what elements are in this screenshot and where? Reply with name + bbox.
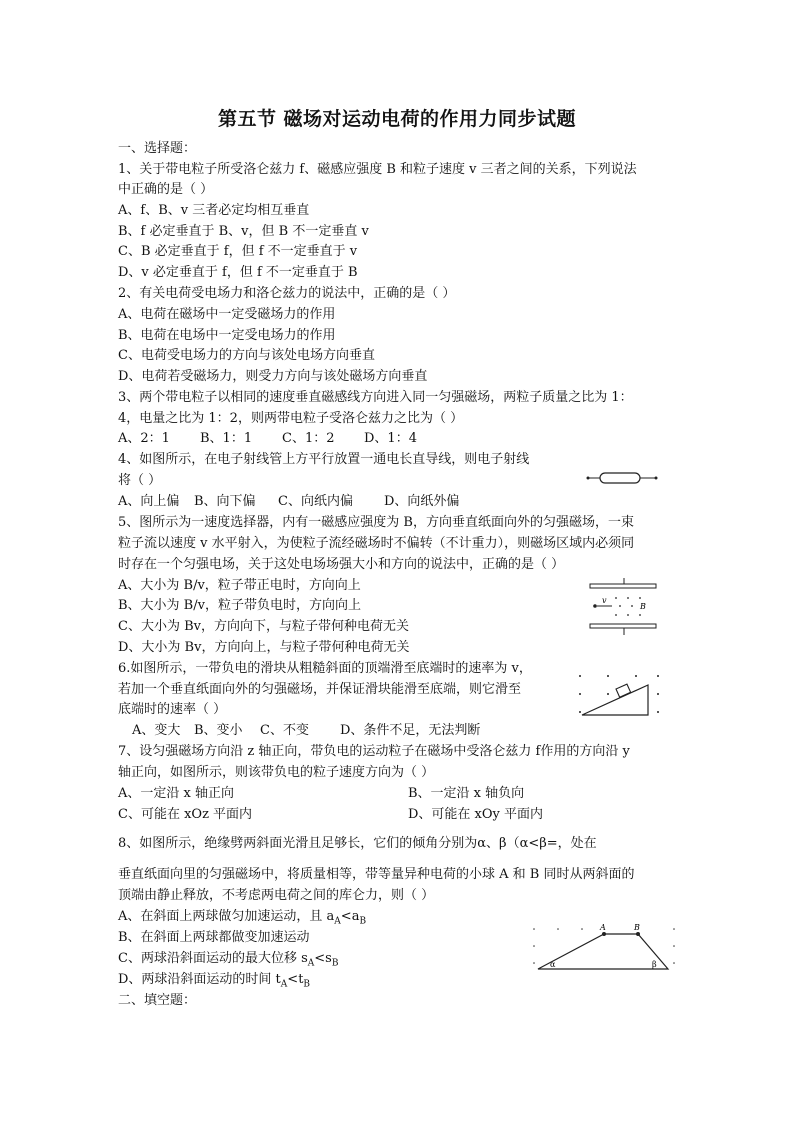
q7-option-a: A、一定沿 x 轴正向: [118, 786, 234, 801]
q2-option-a: A、电荷在磁场中一定受磁场力的作用: [118, 307, 336, 322]
q4-fig-terminal: [655, 477, 658, 480]
q3-options: [118, 431, 417, 447]
q5-option-a: A、大小为 B/v，粒子带正电时，方向向上: [118, 578, 361, 593]
q7-options-row1: [118, 786, 524, 802]
q6-stem: 底端时的速率（ ）: [118, 702, 227, 717]
q3-option-d: D、1：4: [364, 431, 417, 446]
q3-option-c: C、1：2: [282, 431, 335, 446]
q4-option-d: D、向纸外偏: [384, 494, 460, 509]
q8-option-d: D、两球沿斜面运动的时间 $t_A<t_B$: [118, 972, 311, 990]
page-title: 第五节 磁场对运动电荷的作用力同步试题: [217, 108, 577, 130]
q3-option-a: A、2：1: [118, 431, 170, 446]
q8-fig-ball-b: [636, 932, 640, 936]
q4-options: [118, 494, 459, 510]
q6-option-d: D、条件不足，无法判断: [340, 723, 481, 738]
q8-fig-alpha: α: [550, 960, 556, 969]
q4-stem: 4、如图所示，在电子射线管上方平行放置一通电长直导线，则电子射线: [118, 452, 530, 467]
q4-fig-terminal: [587, 477, 590, 480]
q7-options-row2: [118, 807, 543, 823]
section-heading: 一、选择题：: [118, 141, 197, 156]
q5-fig-plate-top: [590, 584, 656, 588]
section-heading: 二、填空题：: [118, 993, 197, 1008]
q2-option-c: C、电荷受电场力的方向与该处电场方向垂直: [118, 348, 375, 363]
q4-option-c: C、向纸内偏: [278, 494, 353, 509]
q7-option-b: B、一定沿 x 轴负向: [408, 786, 525, 801]
q5-option-d: D、大小为 Bv，方向向上，与粒子带何种电荷无关: [118, 640, 410, 655]
q8-stem: 顶端由静止释放，不考虑两电荷之间的库仑力，则（ ）: [118, 888, 435, 903]
q6-option-c: C、不变: [260, 723, 309, 738]
q8-fig-label-a: A: [600, 923, 606, 932]
q8-option-b: B、在斜面上两球都做变加速运动: [118, 930, 310, 945]
q8-option-a: A、在斜面上两球做匀加速运动，且 $a_A<a_B$: [118, 909, 367, 927]
q7-stem: 7、设匀强磁场方向沿 z 轴正向，带负电的运动粒子在磁场中受洛仑兹力 f作用的方向沿 y: [118, 744, 630, 759]
q5-option-b: B、大小为 B/v，粒子带负电时，方向向上: [118, 598, 361, 613]
q6-fig-slope: [582, 685, 648, 715]
q8-stem: 8、如图所示，绝缘劈两斜面光滑且足够长，它们的倾角分别为α、β（α<β=，处在: [118, 836, 597, 851]
q8-fig-label-b: B: [634, 923, 640, 932]
q6-stem: 若加一个垂直纸面向外的匀强磁场，并保证滑块能滑至底端，则它滑至: [118, 682, 522, 697]
q1-option-b: B、f 必定垂直于 B、v，但 B 不一定垂直 v: [118, 224, 369, 239]
q1-option-c: C、B 必定垂直于 f，但 f 不一定垂直于 v: [118, 244, 358, 259]
q2-option-d: D、电荷若受磁场力，则受力方向与该处磁场方向垂直: [118, 369, 428, 384]
q5-fig-plate-bottom: [590, 624, 656, 628]
q7-option-d: D、可能在 xOy 平面内: [408, 807, 544, 822]
q4-option-a: A、向上偏: [118, 494, 180, 509]
q6-option-a: A、变大: [132, 723, 181, 738]
q5-fig-v-label: v: [602, 596, 607, 605]
q5-stem: 时存在一个匀强电场，关于这处电场场强大小和方向的说法中，正确的是（ ）: [118, 557, 565, 572]
q3-option-b: B、1：1: [200, 431, 253, 446]
q4-stem: 将（ ）: [118, 473, 162, 488]
q3-stem: 4，电量之比为 1：2，则两带电粒子受洛仑兹力之比为（ ）: [118, 411, 464, 426]
q5-fig-particle: [593, 604, 597, 608]
q8-fig-wedge-body: [538, 934, 668, 969]
q1-option-a: A、f、B、v 三者必定均相互垂直: [118, 203, 310, 218]
q7-stem: 轴正向，如图所示，则该带负电的粒子速度方向为（ ）: [118, 765, 435, 780]
q6-figure-incline: [572, 668, 664, 720]
q5-fig-field-dots: [615, 597, 641, 616]
q5-stem: 粒子流以速度 v 水平射入，为使粒子流经磁场时不偏转（不计重力），则磁场区域内必须同: [118, 536, 635, 551]
q4-option-b: B、向下偏: [194, 494, 256, 509]
q2-option-b: B、电荷在电场中一定受电场力的作用: [118, 328, 336, 343]
q7-option-c: C、可能在 xOz 平面内: [118, 807, 253, 822]
q5-figure-velocity-selector: [588, 578, 660, 636]
q6-option-b: B、变小: [194, 723, 243, 738]
q4-fig-tube: [600, 473, 640, 483]
q6-stem: 6.如图所示，一带负电的滑块从粗糙斜面的顶端滑至底端时的速率为 v，: [118, 661, 532, 676]
q8-stem: 垂直纸面向里的匀强磁场中，将质量相等，带等量异种电荷的小球 A 和 B 同时从两斜面的: [118, 867, 635, 882]
q8-fig-beta: β: [652, 960, 657, 969]
q1-stem: 1、关于带电粒子所受洛仑兹力 f、磁感应强度 B 和粒子速度 v 三者之间的关系，下列说法: [118, 162, 637, 177]
q5-stem: 5、图所示为一速度选择器，内有一磁感应强度为 B，方向垂直纸面向外的匀强磁场，一束: [118, 515, 634, 530]
q8-fig-ball-a: [602, 932, 606, 936]
q8-figure-wedge: [528, 920, 680, 972]
q6-options: [132, 723, 480, 739]
q5-fig-b-label: B: [640, 602, 646, 611]
q8-option-c: C、两球沿斜面运动的最大位移 $s_A<s_B$: [118, 951, 339, 969]
q4-figure-electron-tube: [584, 468, 660, 488]
q5-option-c: C、大小为 Bv，方向向下，与粒子带何种电荷无关: [118, 619, 409, 634]
q3-stem: 3、两个带电粒子以相同的速度垂直磁感线方向进入同一匀强磁场，两粒子质量之比为 1：: [118, 390, 633, 405]
q1-stem: 中正确的是（ ）: [118, 182, 214, 197]
q1-option-d: D、v 必定垂直于 f，但 f 不一定垂直于 B: [118, 265, 358, 280]
q2-stem: 2、有关电荷受电场力和洛仑兹力的说法中，正确的是（ ）: [118, 286, 456, 301]
